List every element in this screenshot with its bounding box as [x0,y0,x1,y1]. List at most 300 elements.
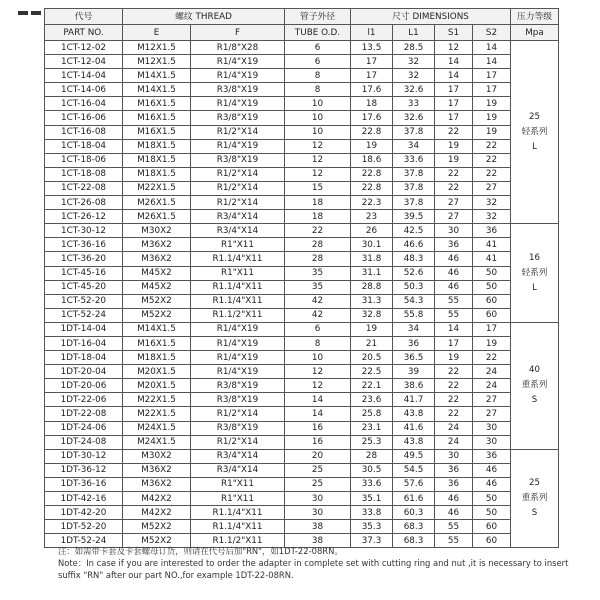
cell-dim-s2: 14 [473,55,511,69]
cell-dim-s1: 19 [435,153,473,167]
table-row [45,336,559,350]
pressure-value: 40 [529,365,540,376]
cell-tube-od: 38 [285,520,351,534]
cell-tube-od: 16 [285,435,351,449]
cell-thread-e: M16X1.5 [123,125,191,139]
cell-dim-L1: 52.6 [393,266,435,280]
cell-part-no: 1CT-22-08 [45,181,123,195]
cell-dim-s1: 17 [435,336,473,350]
cell-dim-L1: 60.3 [393,506,435,520]
cell-dim-s2: 17 [473,83,511,97]
cell-part-no: 1CT-36-20 [45,252,123,266]
cell-thread-f: R1"X11 [191,238,285,252]
cell-dim-l1: 32.8 [351,308,393,322]
cell-dim-s2: 32 [473,196,511,210]
cell-dim-s2: 50 [473,506,511,520]
cell-dim-s1: 19 [435,139,473,153]
cell-thread-e: M20X1.5 [123,379,191,393]
cell-dim-s2: 27 [473,393,511,407]
cell-dim-s1: 30 [435,224,473,238]
cell-tube-od: 10 [285,97,351,111]
cell-dim-s1: 36 [435,477,473,491]
table-row [45,238,559,252]
cell-dim-L1: 42.5 [393,224,435,238]
cell-thread-f: R1/2"X14 [191,181,285,195]
cell-thread-e: M22X1.5 [123,181,191,195]
cell-dim-L1: 54.3 [393,294,435,308]
cell-dim-s1: 36 [435,463,473,477]
cell-dim-s2: 60 [473,520,511,534]
cell-dim-l1: 22.8 [351,181,393,195]
header-tube-od: TUBE O.D. [285,25,351,41]
cell-dim-s1: 24 [435,421,473,435]
cell-dim-s2: 60 [473,294,511,308]
cell-part-no: 1DT-24-06 [45,421,123,435]
cell-dim-l1: 30.1 [351,238,393,252]
cell-tube-od: 18 [285,196,351,210]
pressure-letter: L [532,141,537,152]
table-row [45,181,559,195]
cell-tube-od: 6 [285,55,351,69]
cell-dim-L1: 68.3 [393,520,435,534]
cell-dim-s2: 50 [473,492,511,506]
cell-dim-s2: 27 [473,407,511,421]
header-row-chinese [45,9,559,25]
cell-dim-l1: 25.8 [351,407,393,421]
cell-part-no: 1CT-18-08 [45,167,123,181]
cell-dim-L1: 68.3 [393,534,435,548]
header-e: E [123,25,191,41]
cell-dim-L1: 43.8 [393,407,435,421]
cell-thread-e: M14X1.5 [123,69,191,83]
cell-part-no: 1CT-14-06 [45,83,123,97]
table-row [45,167,559,181]
cell-dim-s1: 17 [435,111,473,125]
dimensions-table [44,8,559,548]
cell-dim-s2: 27 [473,181,511,195]
table-row [45,125,559,139]
cell-dim-s2: 22 [473,351,511,365]
cell-thread-e: M52X2 [123,308,191,322]
cell-part-no: 1CT-45-20 [45,280,123,294]
cell-dim-l1: 19 [351,322,393,336]
cell-dim-s2: 46 [473,477,511,491]
table-row [45,83,559,97]
cell-dim-s2: 19 [473,125,511,139]
table-row [45,520,559,534]
cell-tube-od: 8 [285,69,351,83]
cell-dim-l1: 28.8 [351,280,393,294]
cell-thread-f: R1/8"X28 [191,41,285,55]
cell-dim-s2: 22 [473,139,511,153]
cell-dim-L1: 37.8 [393,167,435,181]
cell-dim-s2: 50 [473,266,511,280]
cell-dim-l1: 22.1 [351,379,393,393]
cropped-heading-fragment [18,0,168,6]
cell-dim-s2: 19 [473,97,511,111]
cell-tube-od: 12 [285,365,351,379]
cell-part-no: 1DT-16-04 [45,336,123,350]
cell-dim-L1: 36 [393,336,435,350]
header-mpa: Mpa [511,25,559,41]
cell-part-no: 1DT-20-04 [45,365,123,379]
cell-dim-l1: 23.6 [351,393,393,407]
cell-dim-L1: 57.6 [393,477,435,491]
cell-dim-L1: 32.6 [393,111,435,125]
cell-dim-s2: 24 [473,379,511,393]
cell-dim-s1: 55 [435,294,473,308]
pressure-rating-cell [511,41,559,224]
table-row [45,506,559,520]
cell-dim-l1: 21 [351,336,393,350]
cell-part-no: 1CT-18-06 [45,153,123,167]
cell-thread-f: R1.1/4"X11 [191,520,285,534]
cell-thread-f: R3/8"X19 [191,83,285,97]
cell-tube-od: 14 [285,393,351,407]
cell-tube-od: 42 [285,308,351,322]
cell-part-no: 1DT-36-12 [45,463,123,477]
cell-thread-f: R1/2"X14 [191,435,285,449]
cell-tube-od: 25 [285,463,351,477]
cell-thread-f: R1"X11 [191,492,285,506]
table-row [45,280,559,294]
cell-tube-od: 12 [285,167,351,181]
cell-dim-s2: 30 [473,421,511,435]
pressure-rating-cell [511,449,559,548]
cell-dim-s2: 50 [473,280,511,294]
cell-thread-e: M14X1.5 [123,322,191,336]
cell-thread-f: R1/2"X14 [191,196,285,210]
cell-thread-e: M22X1.5 [123,393,191,407]
cell-thread-f: R1.1/4"X11 [191,280,285,294]
cell-part-no: 1DT-22-08 [45,407,123,421]
cell-dim-s1: 55 [435,520,473,534]
cell-dim-L1: 28.5 [393,41,435,55]
cell-dim-s2: 19 [473,111,511,125]
table-row [45,477,559,491]
cell-tube-od: 8 [285,336,351,350]
cell-dim-l1: 33.6 [351,477,393,491]
cell-dim-s1: 55 [435,534,473,548]
cell-tube-od: 14 [285,407,351,421]
cell-part-no: 1DT-36-16 [45,477,123,491]
cell-dim-s2: 22 [473,167,511,181]
cell-dim-L1: 32.6 [393,83,435,97]
cell-thread-e: M18X1.5 [123,167,191,181]
cell-thread-e: M30X2 [123,449,191,463]
cell-dim-L1: 36.5 [393,351,435,365]
cell-dim-L1: 37.8 [393,196,435,210]
cell-thread-f: R1/4"X19 [191,69,285,83]
cell-thread-f: R3/4"X14 [191,463,285,477]
cell-dim-s2: 46 [473,463,511,477]
notes-block [58,545,578,581]
cell-dim-s2: 30 [473,435,511,449]
header-s2: S2 [473,25,511,41]
cell-thread-f: R1.1/4"X11 [191,252,285,266]
table-row [45,210,559,224]
cell-dim-s1: 17 [435,97,473,111]
pressure-series: 重系列 [521,493,548,504]
cell-thread-e: M26X1.5 [123,196,191,210]
cell-dim-s2: 36 [473,224,511,238]
cell-dim-s1: 46 [435,280,473,294]
cell-thread-f: R1.1/2"X11 [191,308,285,322]
pressure-series: 轻系列 [521,126,548,137]
cell-dim-s2: 60 [473,308,511,322]
cell-dim-s2: 14 [473,41,511,55]
cell-thread-f: R3/8"X19 [191,421,285,435]
cell-dim-l1: 17.6 [351,111,393,125]
cell-thread-f: R1/4"X19 [191,139,285,153]
cell-thread-e: M36X2 [123,463,191,477]
cell-dim-s1: 22 [435,125,473,139]
cell-thread-e: M52X2 [123,520,191,534]
cell-tube-od: 16 [285,421,351,435]
cell-dim-s1: 14 [435,69,473,83]
header-l1-small: l1 [351,25,393,41]
cell-dim-s1: 22 [435,407,473,421]
cell-tube-od: 28 [285,252,351,266]
cell-tube-od: 10 [285,351,351,365]
cell-dim-s1: 22 [435,379,473,393]
cell-thread-e: M30X2 [123,224,191,238]
cell-tube-od: 30 [285,492,351,506]
cell-dim-l1: 35.3 [351,520,393,534]
cell-thread-e: M12X1.5 [123,41,191,55]
table-row [45,252,559,266]
pressure-value: 16 [529,252,540,263]
cell-tube-od: 6 [285,41,351,55]
table-row [45,435,559,449]
cell-thread-f: R3/4"X14 [191,224,285,238]
cell-dim-L1: 37.8 [393,125,435,139]
cell-dim-L1: 34 [393,139,435,153]
header-dimensions: 尺寸 DIMENSIONS [351,9,511,25]
cell-part-no: 1CT-30-12 [45,224,123,238]
table-row [45,196,559,210]
cell-dim-l1: 25.3 [351,435,393,449]
cell-part-no: 1CT-36-16 [45,238,123,252]
table-row [45,407,559,421]
cell-dim-s1: 46 [435,266,473,280]
cell-thread-f: R1/4"X19 [191,336,285,350]
cell-part-no: 1DT-14-04 [45,322,123,336]
cell-dim-l1: 22.8 [351,125,393,139]
cell-thread-f: R1/2"X14 [191,167,285,181]
cell-thread-f: R1/4"X19 [191,97,285,111]
cell-dim-l1: 28 [351,449,393,463]
cell-dim-l1: 31.3 [351,294,393,308]
cell-tube-od: 28 [285,238,351,252]
cell-dim-s1: 22 [435,365,473,379]
cell-tube-od: 12 [285,379,351,393]
cell-dim-l1: 17.6 [351,83,393,97]
cell-tube-od: 8 [285,83,351,97]
cell-dim-L1: 41.6 [393,421,435,435]
header-code: 代号 [45,9,123,25]
cell-part-no: 1DT-24-08 [45,435,123,449]
table-row [45,463,559,477]
header-pressure: 压力等级 [511,9,559,25]
cell-part-no: 1DT-42-16 [45,492,123,506]
cell-thread-e: M16X1.5 [123,336,191,350]
cell-dim-L1: 54.5 [393,463,435,477]
cell-thread-f: R1/4"X19 [191,55,285,69]
cell-dim-L1: 34 [393,322,435,336]
cell-thread-e: M45X2 [123,280,191,294]
cell-thread-f: R3/4"X14 [191,210,285,224]
pressure-rating-cell [511,322,559,449]
cell-thread-e: M45X2 [123,266,191,280]
cell-dim-s2: 17 [473,69,511,83]
cell-thread-f: R1/4"X19 [191,365,285,379]
cell-thread-f: R1"X11 [191,266,285,280]
cell-dim-s1: 27 [435,210,473,224]
cell-part-no: 1CT-16-08 [45,125,123,139]
cell-dim-L1: 32 [393,69,435,83]
cell-dim-s2: 24 [473,365,511,379]
cell-dim-l1: 18.6 [351,153,393,167]
cell-part-no: 1CT-18-04 [45,139,123,153]
cell-dim-s2: 60 [473,534,511,548]
cell-dim-L1: 39.5 [393,210,435,224]
cell-dim-l1: 37.3 [351,534,393,548]
table-row [45,153,559,167]
cell-thread-f: R3/4"X14 [191,449,285,463]
pressure-series: 重系列 [521,380,548,391]
cell-thread-e: M36X2 [123,238,191,252]
cell-dim-s1: 55 [435,308,473,322]
header-row-english [45,25,559,41]
cell-dim-s2: 41 [473,252,511,266]
cell-thread-f: R1/4"X19 [191,322,285,336]
table-row [45,365,559,379]
cell-dim-l1: 35.1 [351,492,393,506]
cell-dim-L1: 46.6 [393,238,435,252]
cell-part-no: 1DT-20-06 [45,379,123,393]
cell-dim-L1: 41.7 [393,393,435,407]
cell-dim-s1: 46 [435,252,473,266]
cell-part-no: 1CT-26-12 [45,210,123,224]
cell-tube-od: 6 [285,322,351,336]
cell-dim-l1: 20.5 [351,351,393,365]
cell-dim-L1: 32 [393,55,435,69]
cell-dim-l1: 22.5 [351,365,393,379]
cell-dim-s1: 22 [435,181,473,195]
cell-dim-L1: 33.6 [393,153,435,167]
cell-dim-s1: 46 [435,506,473,520]
cell-thread-f: R1.1/2"X11 [191,534,285,548]
cell-part-no: 1DT-22-06 [45,393,123,407]
cell-dim-l1: 23 [351,210,393,224]
cell-part-no: 1CT-52-24 [45,308,123,322]
pressure-letter: S [531,508,538,519]
cell-tube-od: 10 [285,111,351,125]
cell-part-no: 1CT-12-04 [45,55,123,69]
cell-tube-od: 15 [285,181,351,195]
cell-dim-s2: 32 [473,210,511,224]
table-row [45,393,559,407]
cell-thread-f: R3/8"X19 [191,153,285,167]
cell-thread-e: M12X1.5 [123,55,191,69]
cell-dim-s2: 22 [473,153,511,167]
cell-part-no: 1DT-30-12 [45,449,123,463]
cell-thread-f: R3/8"X19 [191,379,285,393]
header-s1: S1 [435,25,473,41]
cell-dim-l1: 33.8 [351,506,393,520]
cell-dim-s1: 30 [435,449,473,463]
table-row [45,224,559,238]
cell-thread-e: M16X1.5 [123,97,191,111]
cell-thread-f: R1/2"X14 [191,407,285,421]
cell-dim-l1: 31.1 [351,266,393,280]
cell-thread-e: M18X1.5 [123,351,191,365]
cell-tube-od: 30 [285,506,351,520]
cell-dim-l1: 17 [351,55,393,69]
cell-dim-s1: 46 [435,492,473,506]
cell-dim-L1: 49.5 [393,449,435,463]
cell-dim-s1: 27 [435,196,473,210]
cell-part-no: 1DT-18-04 [45,351,123,365]
cell-thread-f: R1/2"X14 [191,125,285,139]
cell-dim-s1: 14 [435,55,473,69]
cell-dim-s1: 36 [435,238,473,252]
table-row [45,69,559,83]
table-row [45,294,559,308]
cell-thread-e: M18X1.5 [123,139,191,153]
cell-dim-l1: 22.8 [351,167,393,181]
cell-dim-L1: 37.8 [393,181,435,195]
table-row [45,97,559,111]
cell-tube-od: 12 [285,139,351,153]
cell-dim-s2: 36 [473,449,511,463]
cell-part-no: 1CT-16-06 [45,111,123,125]
cell-part-no: 1DT-42-20 [45,506,123,520]
cell-dim-s1: 24 [435,435,473,449]
header-thread: 螺纹 THREAD [123,9,285,25]
cell-part-no: 1CT-52-20 [45,294,123,308]
cell-thread-f: R1/4"X19 [191,351,285,365]
cell-tube-od: 35 [285,266,351,280]
cell-dim-L1: 55.8 [393,308,435,322]
cell-thread-e: M36X2 [123,252,191,266]
table-row [45,449,559,463]
cell-dim-l1: 17 [351,69,393,83]
table-row [45,41,559,55]
table-row [45,139,559,153]
cell-tube-od: 42 [285,294,351,308]
cell-dim-s1: 12 [435,41,473,55]
cell-tube-od: 25 [285,477,351,491]
cell-tube-od: 22 [285,224,351,238]
cell-dim-l1: 19 [351,139,393,153]
cell-dim-s1: 19 [435,351,473,365]
cell-dim-l1: 18 [351,97,393,111]
cell-thread-e: M52X2 [123,534,191,548]
cell-part-no: 1DT-52-20 [45,520,123,534]
cell-thread-e: M18X1.5 [123,153,191,167]
cell-dim-L1: 33 [393,97,435,111]
cell-part-no: 1CT-16-04 [45,97,123,111]
table-row [45,492,559,506]
cell-dim-s2: 17 [473,322,511,336]
cell-thread-e: M24X1.5 [123,435,191,449]
cell-thread-e: M52X2 [123,294,191,308]
cell-dim-s2: 41 [473,238,511,252]
cell-part-no: 1CT-14-04 [45,69,123,83]
cell-thread-f: R3/8"X19 [191,111,285,125]
